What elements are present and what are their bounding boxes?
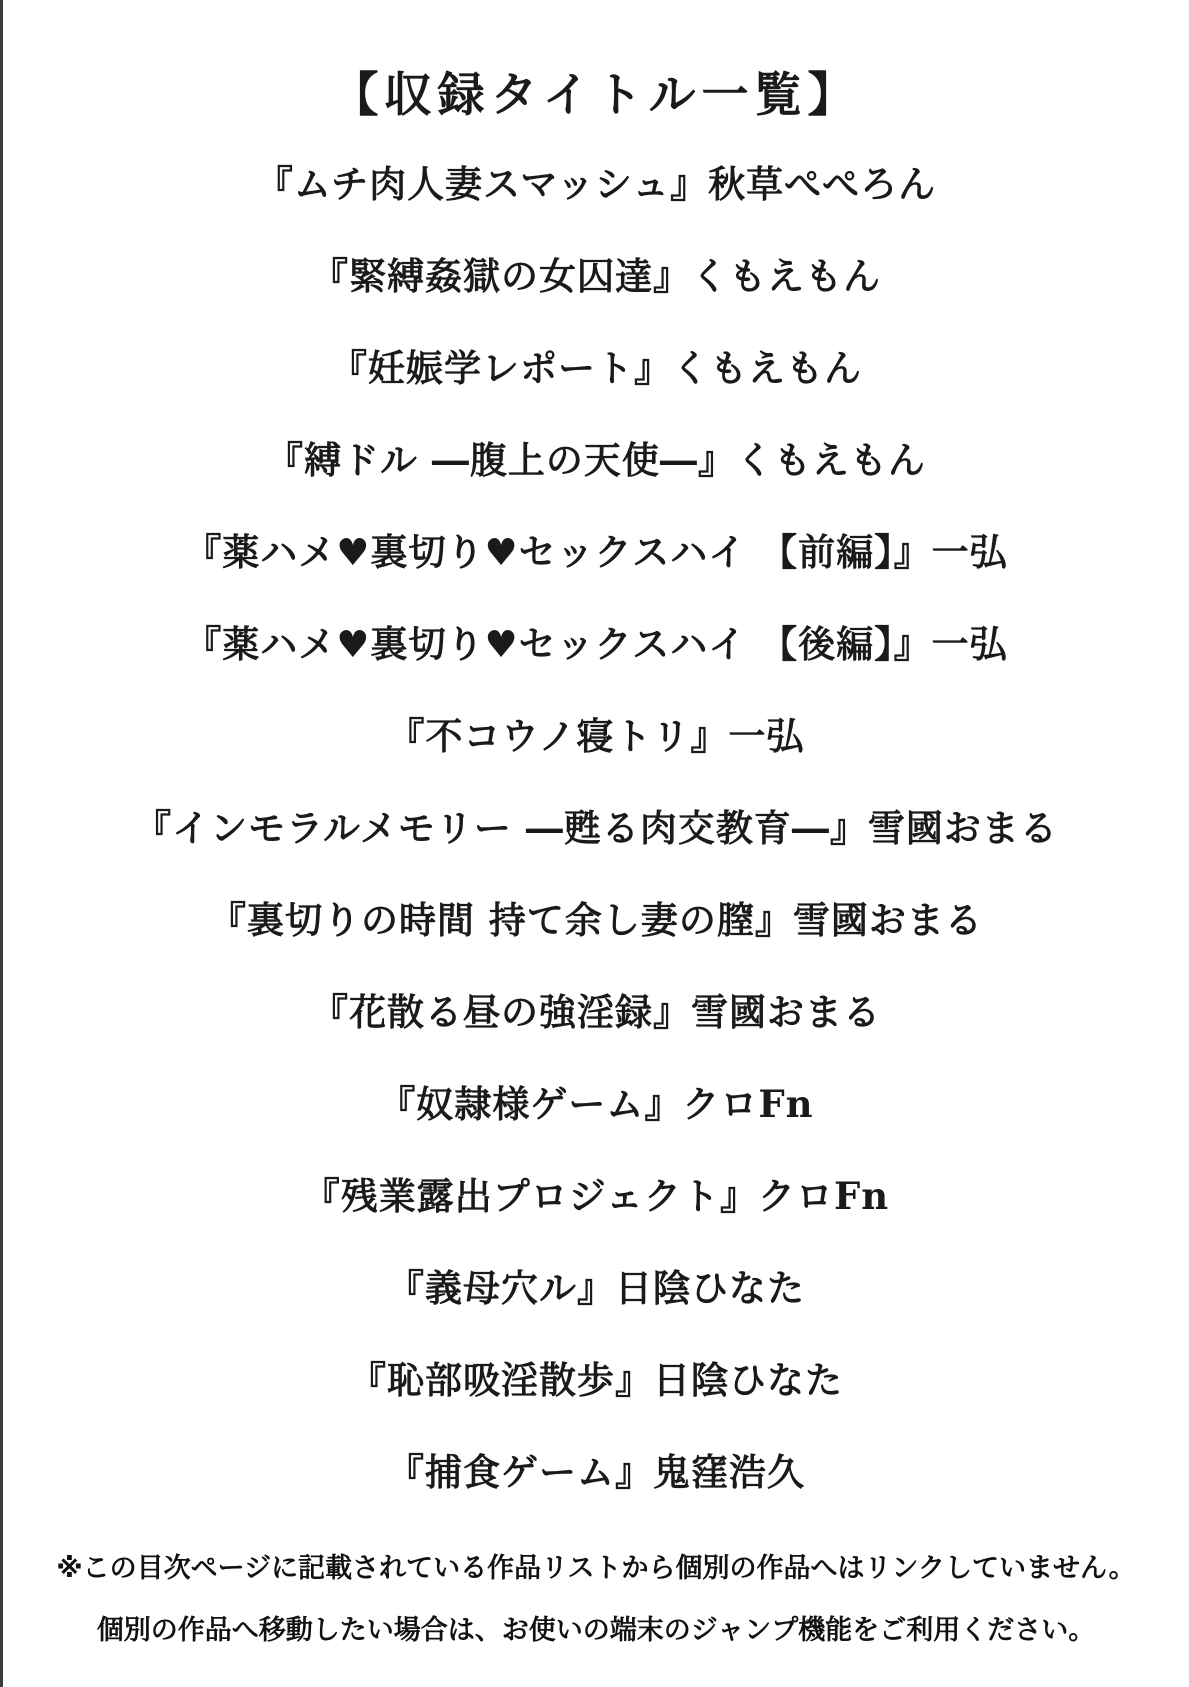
toc-entry: 『花散る昼の強淫録』雪國おまる (311, 990, 881, 1034)
toc-entry: 『薬ハメ♥裏切り♥セックスハイ 【後編】』一弘 (184, 622, 1008, 666)
toc-entry: 『不コウノ寝トリ』一弘 (387, 714, 805, 758)
toc-entry: 『捕食ゲーム』鬼窪浩久 (387, 1450, 805, 1494)
toc-entry: 『恥部吸淫散歩』日陰ひなた (349, 1358, 843, 1402)
toc-entry: 『縛ドル ―腹上の天使―』くもえもん (266, 438, 926, 482)
footer-note-line1: ※この目次ページに記載されている作品リストから個別の作品へはリンクしていません。 (56, 1553, 1136, 1584)
toc-entry: 『義母穴ル』日陰ひなた (387, 1266, 805, 1310)
toc-entry: 『インモラルメモリー ―甦る肉交教育―』雪國おまる (134, 806, 1058, 850)
toc-list (3, 138, 1189, 1518)
toc-entry: 『ムチ肉人妻スマッシュ』秋草ぺぺろん (255, 162, 937, 206)
footer-note (3, 1538, 1189, 1662)
page-title: 【収録タイトル一覧】 (331, 68, 861, 123)
footer-note-line2: 個別の作品へ移動したい場合は、お使いの端末のジャンプ機能をご利用ください。 (96, 1615, 1096, 1646)
toc-entry: 『薬ハメ♥裏切り♥セックスハイ 【前編】』一弘 (184, 530, 1008, 574)
toc-entry: 『妊娠学レポート』くもえもん (330, 346, 862, 390)
toc-entry: 『裏切りの時間 持て余し妻の膣』雪國おまる (209, 898, 983, 942)
toc-entry: 『残業露出プロジェクト』クロFn (302, 1174, 890, 1218)
toc-entry: 『奴隷様ゲーム』クロFn (378, 1082, 814, 1126)
toc-entry: 『緊縛姦獄の女囚達』くもえもん (311, 254, 881, 298)
